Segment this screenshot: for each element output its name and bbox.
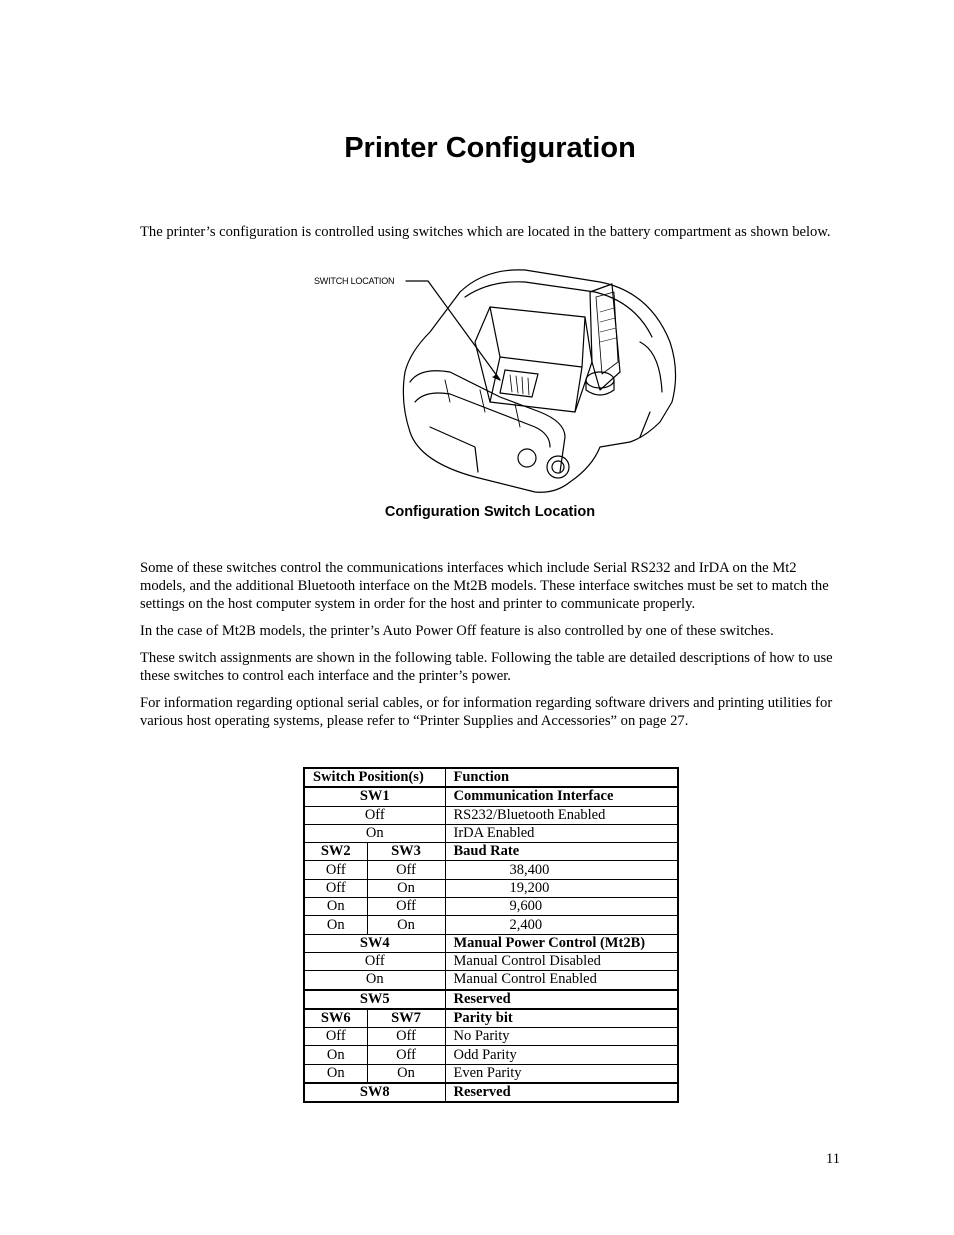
table-row: Off Off No Parity [304, 1028, 678, 1046]
switch-location-figure [300, 262, 690, 498]
printer-drawing [300, 262, 690, 498]
header-function: Function [445, 768, 678, 787]
table-row: SW5 Reserved [304, 990, 678, 1009]
table-row: Off Off 38,400 [304, 861, 678, 879]
table-header-row [304, 768, 678, 787]
paragraph-assignments: These switch assignments are shown in the following table. Following the table are detailed descriptions of how to use these switches to control each interface and the printer’s power. [140, 650, 833, 684]
figure-caption: Configuration Switch Location [384, 504, 596, 520]
switch-location-label: SWITCH LOCATION [314, 276, 395, 286]
paragraph-supplies: For information regarding optional serial cables, or for information regarding software drivers and printing utilities for various host operating systems, please refer to “Printer Supplies and Accessories” on page 27. [140, 695, 833, 729]
table-row: SW2 SW3 Baud Rate [304, 843, 678, 861]
page-number: 11 [826, 1151, 840, 1167]
table-row: Off RS232/Bluetooth Enabled [304, 806, 678, 824]
table-row: On Manual Control Enabled [304, 971, 678, 990]
paragraph-auto-power: In the case of Mt2B models, the printer’s Auto Power Off feature is also controlled by one of these switches. [140, 623, 774, 639]
table-row: On On 2,400 [304, 916, 678, 934]
page-title: Printer Configuration [344, 132, 636, 164]
table-row: SW1 Communication Interface [304, 787, 678, 806]
switch-assignment-table [303, 767, 679, 1103]
table-row: Off Manual Control Disabled [304, 952, 678, 970]
table-row: Off On 19,200 [304, 879, 678, 897]
table-row: SW6 SW7 Parity bit [304, 1009, 678, 1028]
table-row: SW4 Manual Power Control (Mt2B) [304, 934, 678, 952]
table-row: On Off Odd Parity [304, 1046, 678, 1064]
table-row: SW8 Reserved [304, 1083, 678, 1102]
intro-paragraph: The printer’s configuration is controlled using switches which are located in the battery compartment as shown below. [140, 224, 831, 240]
paragraph-interfaces: Some of these switches control the communications interfaces which include Serial RS232 and IrDA on the Mt2 models, and the additional Bluetooth interface on the Mt2B models. These interface switches must be set to match the settings on the host computer system in order for the host and printer to communicate properly. [140, 560, 829, 612]
table-row: On On Even Parity [304, 1064, 678, 1083]
header-switch-positions: Switch Position(s) [304, 768, 445, 787]
table-row: On Off 9,600 [304, 898, 678, 916]
table-row: On IrDA Enabled [304, 824, 678, 842]
